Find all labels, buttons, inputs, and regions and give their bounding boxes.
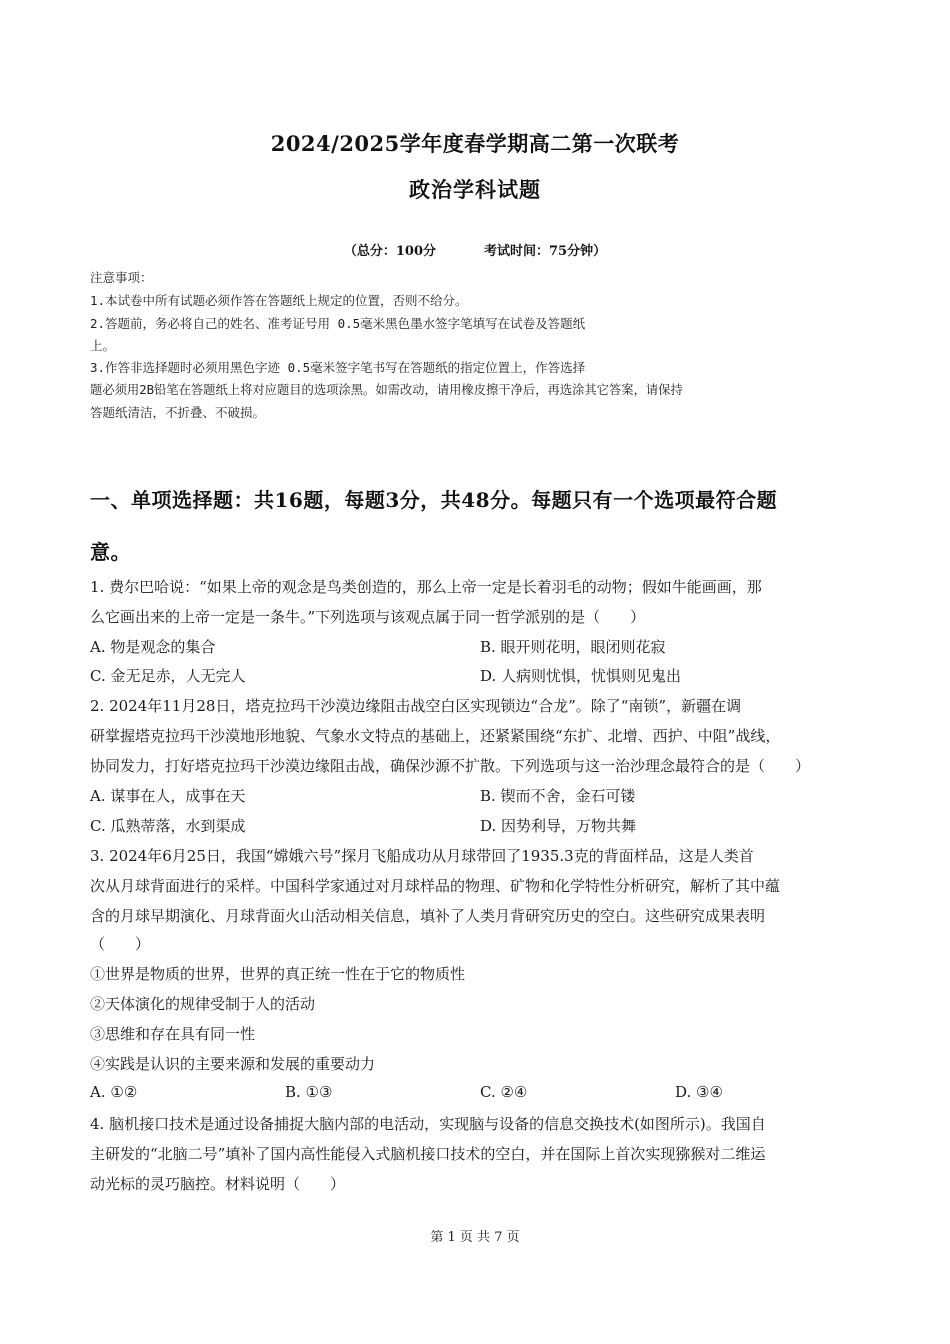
section-heading-cont: 意。 <box>90 540 131 564</box>
question-3-line: 次从月球背面进行的采样。中国科学家通过对月球样品的物理、矿物和化学特性分析研究，解析了其中蕴 <box>90 877 781 895</box>
notice-line: 3.作答非选择题时必须用黑色字迹 0.5毫米签字笔书写在答题纸的指定位置上，作答选择 <box>90 360 586 375</box>
notice-line: 2.答题前，务必将自己的姓名、准考证号用 0.5毫米黑色墨水签字笔填写在试卷及答题纸 <box>90 316 586 331</box>
notice-heading: 注意事项： <box>90 270 153 285</box>
question-3-line: 含的月球早期演化、月球背面火山活动相关信息，填补了人类月背研究历史的空白。这些研究成果表明 <box>90 907 766 925</box>
notice-line: 答题纸清洁，不折叠、不破损。 <box>90 405 266 420</box>
option-a: A. 物是观念的集合 <box>90 638 216 656</box>
option-c: C. 金无足赤，人无完人 <box>90 667 246 685</box>
option-b: B. 锲而不舍，金石可镂 <box>480 787 636 805</box>
exam-meta <box>0 240 950 259</box>
option-a: A. ①② <box>90 1083 138 1101</box>
option-d: D. ③④ <box>675 1083 723 1101</box>
statement-item: ④实践是认识的主要来源和发展的重要动力 <box>90 1055 376 1073</box>
question-4-line: 主研发的“北脑二号”填补了国内高性能侵入式脑机接口技术的空白，并在国际上首次实现猕猴对二维运 <box>90 1145 766 1163</box>
total-score: （总分：100分 <box>343 244 437 259</box>
notice-line: 题必须用2B铅笔在答题纸上将对应题目的选项涂黑。如需改动，请用橡皮擦干净后，再选涂其它答案，请保持 <box>90 383 683 397</box>
question-2-line: 协同发力，打好塔克拉玛干沙漠边缘阻击战，确保沙源不扩散。下列选项与这一治沙理念最符合的是（ ） <box>90 757 811 775</box>
statement-item: ①世界是物质的世界，世界的真正统一性在于它的物质性 <box>90 965 466 983</box>
exam-subject: 政治学科试题 <box>409 177 541 202</box>
question-4-line: 动光标的灵巧脑控。材料说明（ ） <box>90 1175 346 1193</box>
question-2-line: 研掌握塔克拉玛干沙漠地形地貌、气象水文特点的基础上，还紧紧围绕“东扩、北增、西护、中阻”战线， <box>90 727 781 745</box>
exam-time: 考试时间：75分钟） <box>484 244 607 259</box>
option-a: A. 谋事在人，成事在天 <box>90 787 246 805</box>
notice-line: 1.本试卷中所有试题必须作答在答题纸上规定的位置，否则不给分。 <box>90 293 468 308</box>
page-number: 第 1 页 共 7 页 <box>430 1230 520 1245</box>
question-4-line: 4. 脑机接口技术是通过设备捕捉大脑内部的电活动，实现脑与设备的信息交换技术(如图所示)。我国自 <box>90 1115 766 1133</box>
option-d: D. 因势利导，万物共舞 <box>480 817 637 835</box>
statement-item: ③思维和存在具有同一性 <box>90 1025 256 1043</box>
statement-item: ②天体演化的规律受制于人的活动 <box>90 995 316 1013</box>
question-3-line: （ ） <box>90 935 151 953</box>
question-1-line: 么它画出来的上帝一定是一条牛。”下列选项与该观点属于同一哲学派别的是（ ） <box>90 608 646 626</box>
option-c: C. 瓜熟蒂落，水到渠成 <box>90 817 246 835</box>
option-c: C. ②④ <box>480 1083 528 1101</box>
option-d: D. 人病则忧惧，忧惧则见鬼出 <box>480 667 682 685</box>
section-heading: 一、单项选择题：共16题，每题3分，共48分。每题只有一个选项最符合题 <box>90 488 778 512</box>
option-b: B. 眼开则花明，眼闭则花寂 <box>480 638 666 656</box>
question-2-line: 2. 2024年11月28日，塔克拉玛干沙漠边缘阻击战空白区实现锁边“合龙”。除了“南锁”，新疆在调 <box>90 697 742 715</box>
question-3-line: 3. 2024年6月25日，我国“嫦娥六号”探月飞船成功从月球带回了1935.3克的背面样品，这是人类首 <box>90 847 754 865</box>
exam-title: 2024/2025学年度春学期高二第一次联考 <box>270 131 680 156</box>
option-b: B. ①③ <box>285 1083 333 1101</box>
notice-line: 上。 <box>90 338 116 353</box>
question-1-line: 1. 费尔巴哈说：“如果上帝的观念是鸟类创造的，那么上帝一定是长着羽毛的动物；假如牛能画画，那 <box>90 578 762 596</box>
